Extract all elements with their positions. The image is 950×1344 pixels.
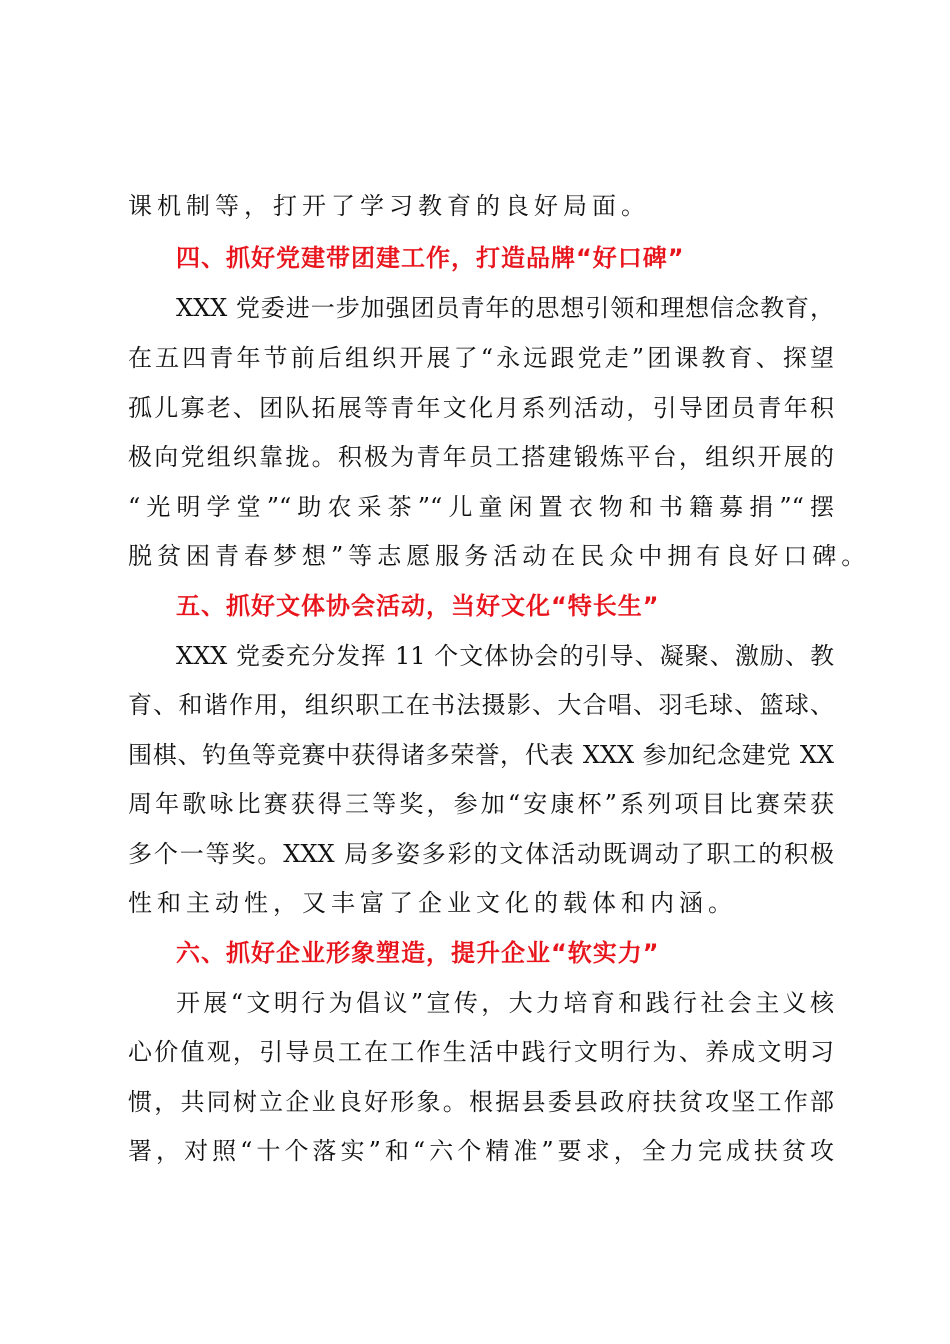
paragraph-line: 课机制等，打开了学习教育的良好局面。	[128, 192, 650, 220]
paragraph-line: 育、和谐作用，组织职工在书法摄影、大合唱、羽毛球、篮球、	[128, 691, 834, 719]
paragraph-line: XXX 党委进一步加强团员青年的思想引领和理想信念教育，	[176, 294, 834, 322]
paragraph-line: 脱贫困青春梦想”等志愿服务活动在民众中拥有良好口碑。	[128, 542, 871, 570]
paragraph-line: 署，对照“十个落实”和“六个精准”要求，全力完成扶贫攻	[128, 1137, 834, 1165]
paragraph-line: 惯，共同树立企业良好形象。根据县委县政府扶贫攻坚工作部	[128, 1088, 834, 1116]
paragraph-line: 周年歌咏比赛获得三等奖，参加“安康杯”系列项目比赛荣获	[128, 790, 834, 818]
paragraph-line: 围棋、钓鱼等竞赛中获得诸多荣誉，代表 XXX 参加纪念建党 XX	[128, 741, 834, 769]
paragraph-line: 心价值观，引导员工在工作生活中践行文明行为、养成文明习	[128, 1038, 834, 1066]
section-heading-4: 四、抓好党建带团建工作，打造品牌“好口碑”	[176, 244, 685, 272]
section-heading-6: 六、抓好企业形象塑造，提升企业“软实力”	[176, 939, 660, 967]
paragraph-line: 极向党组织靠拢。积极为青年员工搭建锻炼平台，组织开展的	[128, 443, 834, 471]
paragraph-line: 孤儿寡老、团队拓展等青年文化月系列活动，引导团员青年积	[128, 394, 834, 422]
section-heading-5: 五、抓好文体协会活动，当好文化“特长生”	[176, 592, 660, 620]
paragraph-line: 在五四青年节前后组织开展了“永远跟党走”团课教育、探望	[128, 344, 834, 372]
paragraph-line: 多个一等奖。XXX 局多姿多彩的文体活动既调动了职工的积极	[128, 840, 834, 868]
paragraph-line: “光明学堂”“助农采茶”“儿童闲置衣物和书籍募捐”“摆	[128, 493, 834, 521]
paragraph-line: 性和主动性，又丰富了企业文化的载体和内涵。	[128, 889, 737, 917]
paragraph-line: XXX 党委充分发挥 11 个文体协会的引导、凝聚、激励、教	[176, 642, 834, 670]
paragraph-line: 开展“文明行为倡议”宣传，大力培育和践行社会主义核	[176, 989, 834, 1017]
